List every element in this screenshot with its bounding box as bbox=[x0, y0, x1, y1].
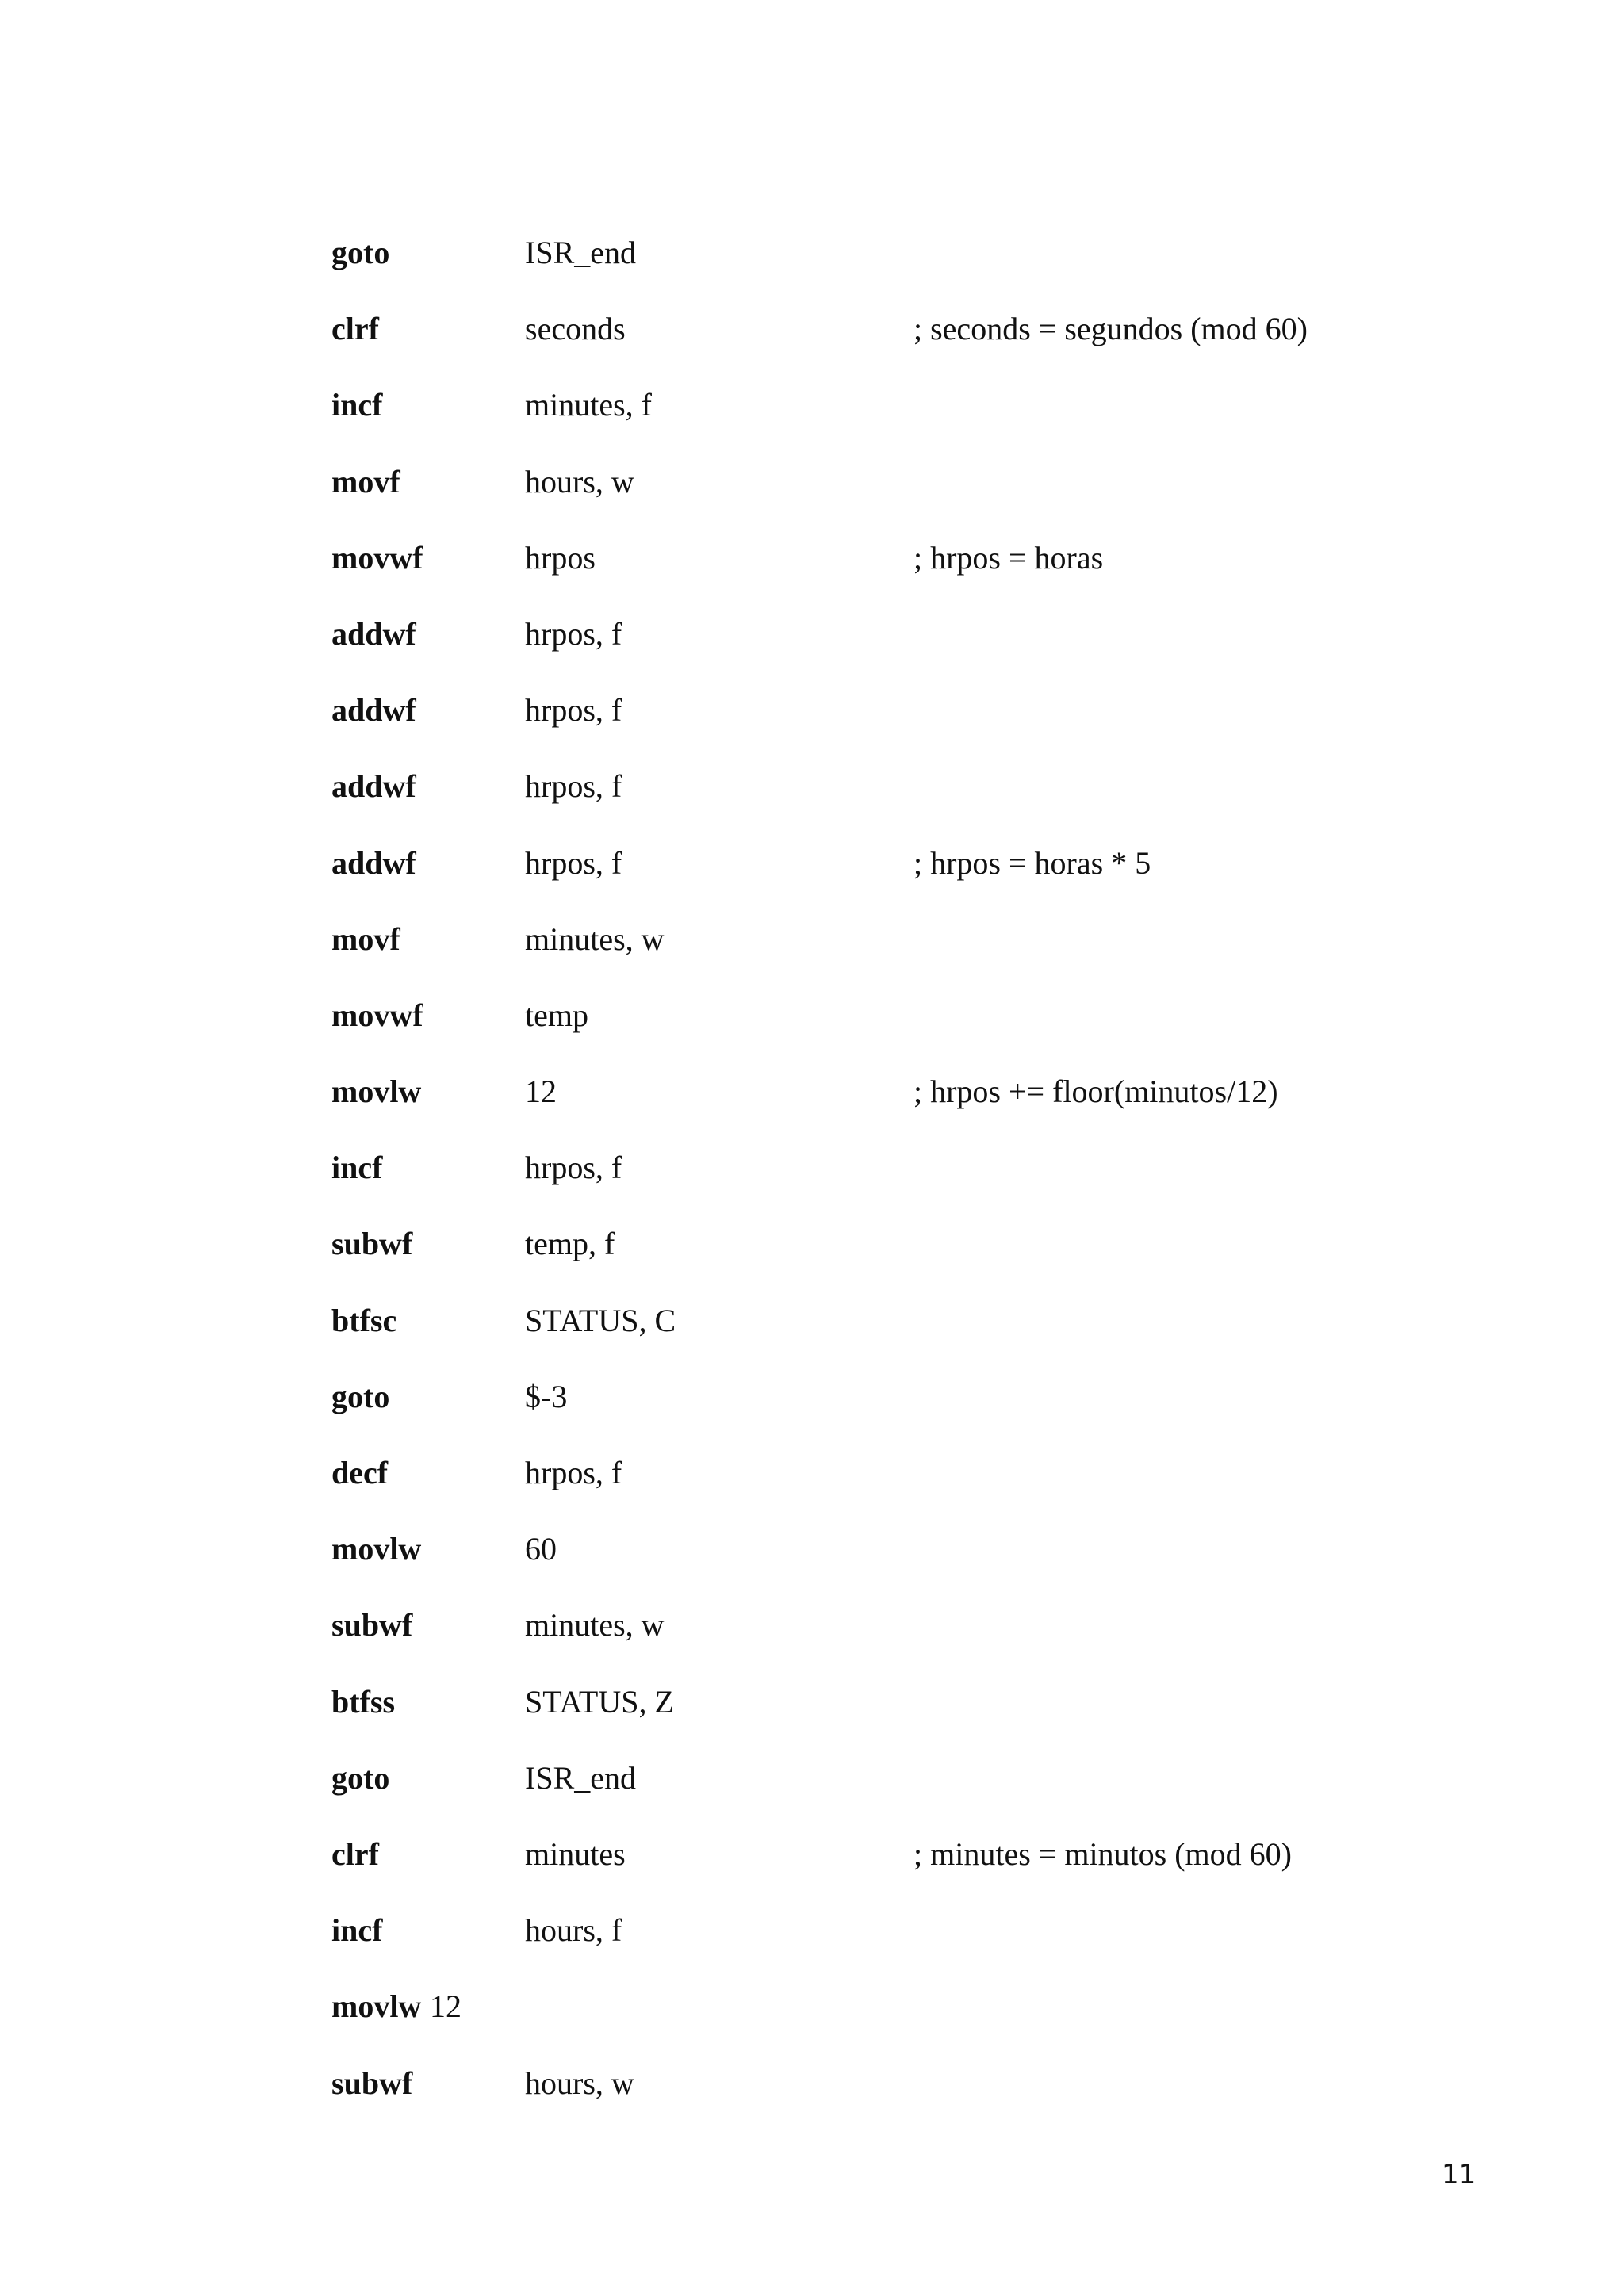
code-comment: ; hrpos = horas bbox=[914, 539, 1104, 576]
code-comment: ; seconds = segundos (mod 60) bbox=[914, 311, 1308, 347]
code-line bbox=[331, 1674, 1521, 1751]
instruction-operand: hrpos bbox=[525, 539, 596, 576]
instruction-operand: ISR_end bbox=[525, 1759, 636, 1796]
code-line bbox=[331, 301, 1521, 377]
instruction-mnemonic: movf bbox=[331, 463, 400, 499]
instruction-operand: hrpos, f bbox=[525, 768, 622, 805]
instruction-mnemonic: addwf bbox=[331, 615, 416, 652]
instruction-operand: minutes, w bbox=[525, 1607, 665, 1644]
code-line bbox=[331, 759, 1521, 835]
code-line bbox=[331, 607, 1521, 683]
instruction-mnemonic: subwf bbox=[331, 1226, 413, 1262]
instruction-mnemonic: incf bbox=[331, 387, 383, 423]
code-line bbox=[331, 1216, 1521, 1292]
code-line bbox=[331, 912, 1521, 988]
code-line bbox=[331, 1064, 1521, 1140]
code-line bbox=[331, 454, 1521, 530]
instruction-operand: hours, w bbox=[525, 2064, 634, 2101]
instruction-operand: hours, f bbox=[525, 1912, 622, 1949]
code-line bbox=[331, 530, 1521, 607]
instruction-operand: hrpos, f bbox=[525, 1455, 622, 1490]
code-line bbox=[331, 1140, 1521, 1216]
code-line bbox=[331, 2056, 1521, 2132]
instruction-mnemonic: addwf bbox=[331, 692, 416, 729]
code-line bbox=[331, 1369, 1521, 1445]
instruction-operand: temp, f bbox=[525, 1226, 615, 1262]
code-line bbox=[331, 1827, 1521, 1903]
code-line bbox=[331, 1521, 1521, 1598]
instruction-mnemonic: goto bbox=[331, 1759, 390, 1796]
instruction-operand: $-3 bbox=[525, 1378, 568, 1414]
instruction-mnemonic: goto bbox=[331, 1378, 390, 1414]
code-line bbox=[331, 1903, 1521, 1979]
code-line bbox=[331, 1293, 1521, 1369]
instruction-operand: 12 bbox=[430, 1988, 462, 2025]
instruction-mnemonic: movwf bbox=[331, 539, 423, 576]
instruction-mnemonic: btfss bbox=[331, 1683, 396, 1720]
instruction-operand: STATUS, Z bbox=[525, 1683, 674, 1720]
code-line bbox=[331, 1598, 1521, 1674]
code-line bbox=[331, 1751, 1521, 1827]
instruction-mnemonic: incf bbox=[331, 1150, 383, 1186]
code-line bbox=[331, 1445, 1521, 1521]
instruction-operand: ISR_end bbox=[525, 235, 636, 270]
instruction-operand: STATUS, C bbox=[525, 1302, 676, 1338]
instruction-mnemonic: clrf bbox=[331, 311, 379, 347]
instruction-operand: hrpos, f bbox=[525, 844, 622, 881]
instruction-operand: hours, w bbox=[525, 463, 634, 499]
instruction-operand: minutes, w bbox=[525, 920, 665, 957]
code-line bbox=[331, 377, 1521, 453]
instruction-mnemonic: decf bbox=[331, 1455, 389, 1490]
page-number: 11 bbox=[1442, 2159, 1477, 2191]
code-line bbox=[331, 683, 1521, 759]
code-comment: ; hrpos += floor(minutos/12) bbox=[914, 1073, 1278, 1110]
instruction-operand: minutes, f bbox=[525, 387, 652, 423]
instruction-mnemonic: addwf bbox=[331, 844, 416, 881]
instruction-mnemonic: movf bbox=[331, 920, 400, 957]
instruction-operand: minutes bbox=[525, 1835, 626, 1872]
instruction-mnemonic: movlw bbox=[331, 1073, 422, 1110]
instruction-mnemonic: movlw bbox=[331, 1988, 422, 2025]
code-line bbox=[331, 988, 1521, 1064]
instruction-operand: hrpos, f bbox=[525, 692, 622, 729]
instruction-mnemonic: subwf bbox=[331, 1607, 413, 1644]
instruction-operand: 60 bbox=[525, 1531, 557, 1567]
code-comment: ; minutes = minutos (mod 60) bbox=[914, 1835, 1292, 1872]
instruction-operand: seconds bbox=[525, 311, 626, 347]
instruction-mnemonic: btfsc bbox=[331, 1302, 397, 1338]
instruction-mnemonic: subwf bbox=[331, 2064, 413, 2101]
code-comment: ; hrpos = horas * 5 bbox=[914, 844, 1151, 881]
instruction-mnemonic: goto bbox=[331, 235, 390, 270]
instruction-mnemonic: addwf bbox=[331, 768, 416, 805]
instruction-mnemonic: movlw bbox=[331, 1531, 422, 1567]
assembly-code-listing bbox=[331, 225, 1521, 2132]
instruction-operand: temp bbox=[525, 997, 588, 1033]
instruction-mnemonic: clrf bbox=[331, 1835, 379, 1872]
instruction-mnemonic: movwf bbox=[331, 997, 423, 1033]
code-line bbox=[331, 836, 1521, 912]
instruction-mnemonic: incf bbox=[331, 1912, 383, 1949]
instruction-operand: 12 bbox=[525, 1073, 557, 1110]
instruction-operand: hrpos, f bbox=[525, 1150, 622, 1186]
code-line bbox=[331, 225, 1521, 301]
code-line bbox=[331, 1979, 1521, 2055]
instruction-operand: hrpos, f bbox=[525, 615, 622, 652]
